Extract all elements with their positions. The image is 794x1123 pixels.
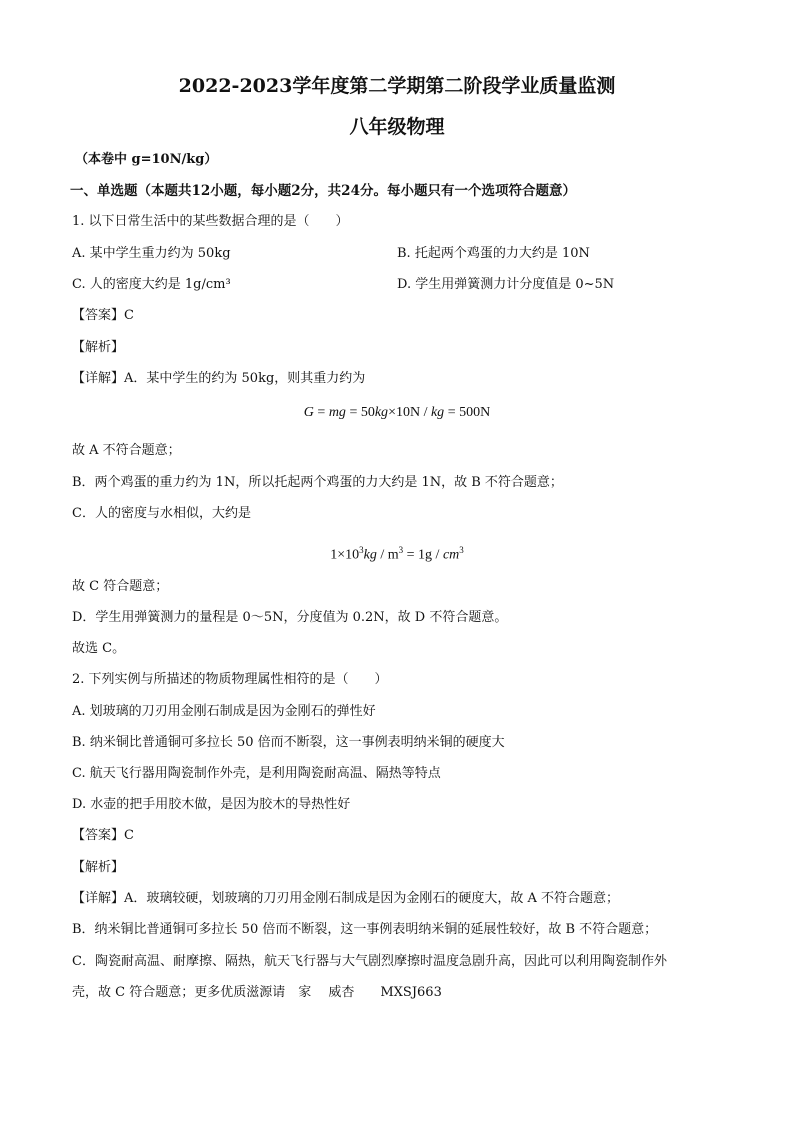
formula-symbol: cm [442, 547, 460, 563]
q1-detail-b: B．两个鸡蛋的重力约为 1N，所以托起两个鸡蛋的力大约是 1N，故 B 不符合题意； [72, 475, 563, 490]
q2-answer: 【答案】C [72, 828, 134, 843]
formula-symbol: kg [374, 405, 389, 420]
gravity-note: （本卷中 g=10N/kg） [75, 152, 218, 167]
q2-option-a: A. 划玻璃的刀刃用金刚石制成是因为金刚石的弹性好 [72, 704, 376, 719]
q1-option-d: D. 学生用弹簧测力计分度值是 0~5N [397, 277, 615, 292]
formula-exponent: 3 [398, 545, 404, 555]
q1-option-b: B. 托起两个鸡蛋的力大约是 10N [397, 246, 590, 261]
q1-detail-d: D．学生用弹簧测力的量程是 0～5N，分度值为 0.2N，故 D 不符合题意。 [72, 610, 508, 625]
q2-analysis-label: 【解析】 [72, 860, 125, 875]
q1-analysis-label: 【解析】 [72, 340, 125, 355]
q2-detail-a: 【详解】A．玻璃较硬，划玻璃的刀刃用金刚石制成是因为金刚石的硬度大，故 A 不符合题意； [72, 891, 620, 906]
exam-title: 2022-2023学年度第二学期第二阶段学业质量监测 [178, 75, 616, 97]
q2-stem: 2. 下列实例与所描述的物质物理属性相符的是（ ） [72, 672, 388, 687]
q2-detail-c-line1: C．陶瓷耐高温、耐摩擦、隔热，航天飞行器与大气剧烈摩擦时温度急剧升高，因此可以利用陶瓷制作外 [72, 954, 667, 969]
q2-option-d: D. 水壶的把手用胶木做，是因为胶木的导热性好 [72, 797, 351, 812]
q1-c-conclusion: 故 C 符合题意； [72, 579, 169, 594]
formula-symbol: kg [430, 405, 445, 420]
formula-symbol: kg [363, 547, 377, 563]
q1-a-conclusion: 故 A 不符合题意； [72, 443, 181, 458]
section-heading: 一、单选题（本题共12小题，每小题2分，共24分。每小题只有一个选项符合题意） [70, 183, 576, 199]
formula-text: ×10N / [388, 405, 431, 420]
q1-stem: 1. 以下日常生活中的某些数据合理的是（ ） [72, 214, 349, 229]
q1-option-c: C. 人的密度大约是 1g/cm³ [72, 277, 231, 292]
q1-detail-a: 【详解】A．某中学生的约为 50kg，则其重力约为 [72, 371, 366, 386]
formula-exponent: 3 [359, 545, 364, 555]
q2-option-b: B. 纳米铜比普通铜可多拉长 50 倍而不断裂，这一事例表明纳米铜的硬度大 [72, 735, 505, 750]
formula-text: = 50 [345, 405, 375, 420]
formula-text: = 500N [444, 405, 491, 420]
formula-text: = 1g / [403, 547, 443, 563]
q2-detail-c-line2: 壳，故 C 符合题意；更多优质滋源请 家 威杏 MXSJ663 [72, 985, 442, 1000]
q1-option-a: A. 某中学生重力约为 50kg [72, 246, 231, 261]
q1-answer: 【答案】C [72, 308, 134, 323]
exam-subtitle: 八年级物理 [349, 116, 445, 138]
formula-symbol: G [303, 405, 314, 420]
q1-detail-c: C．人的密度与水相似，大约是 [72, 506, 251, 521]
q1-formula-density [0, 540, 794, 566]
q2-detail-b: B．纳米铜比普通铜可多拉长 50 倍而不断裂，这一事例表明纳米铜的延展性较好，故 B 不符合题意； [72, 922, 658, 937]
formula-text: / m [376, 547, 399, 563]
q2-option-c: C. 航天飞行器用陶瓷制作外壳，是利用陶瓷耐高温、隔热等特点 [72, 766, 441, 781]
formula-exponent: 3 [459, 545, 464, 555]
formula-symbol: mg [328, 405, 346, 420]
formula-text: 1×10 [330, 547, 360, 563]
q1-formula-gravity [0, 403, 794, 423]
formula-text: = [313, 405, 329, 420]
q1-choice: 故选 C。 [72, 641, 126, 656]
